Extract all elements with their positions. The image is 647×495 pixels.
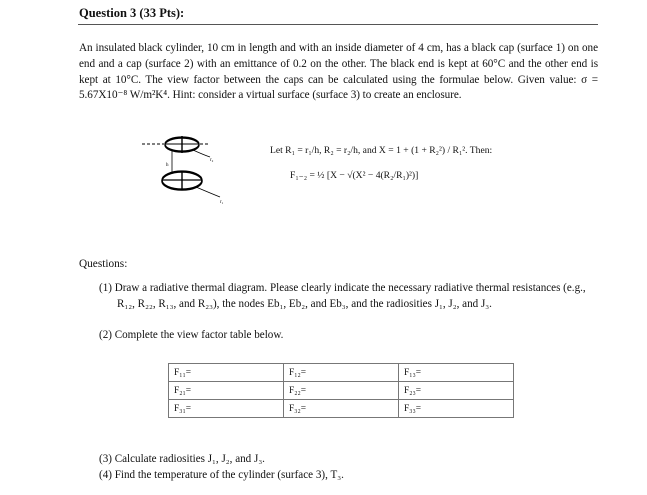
table-row (169, 400, 514, 418)
question-2: (2) Complete the view factor table below. (99, 329, 284, 341)
cylinder-caps-figure (136, 127, 242, 207)
r1-leader (196, 187, 220, 197)
view-factor-table (168, 363, 514, 418)
title-divider (78, 24, 598, 25)
questions-heading: Questions: (79, 258, 128, 270)
question-1-text: (1) Draw a radiative thermal diagram. Please clearly indicate the necessary radiative thermal resistances (e.g., R₁₂, R₂₂, R₁₃, and R₂₃), the nodes Eb₁, Eb₂, and Eb₃, and the radiosities J₁, J₂, and J₃. (99, 282, 586, 310)
table-cell: F₂₃= (399, 382, 514, 400)
table-cell: F₃₁= (169, 400, 284, 418)
problem-statement: An insulated black cylinder, 10 cm in length and with an inside diameter of 4 cm, has a black cap (surface 1) on one end and a cap (surface 2) with an emittance of 0.2 on the other. The black end is kept at 60°C and the other end is kept at 10°C. The view factor between the caps can be calculated using the formulae below. Given value: σ = 5.67X10⁻⁸ W/m²K⁴. Hint: consider a virtual surface (surface 3) to create an enclosure. (79, 42, 598, 102)
question-3: (3) Calculate radiosities J₁, J₂, and J₃. (99, 453, 265, 465)
table-row (169, 382, 514, 400)
table-cell: F₃₂= (284, 400, 399, 418)
question-4: (4) Find the temperature of the cylinder (surface 3), T₃. (99, 469, 344, 481)
formula-definitions: Let R₁ = r₁/h, R₂ = r₂/h, and X = 1 + (1 + R₂²) / R₁². Then: (270, 145, 493, 156)
question-1 (99, 281, 599, 312)
formula-view-factor: F₁₋₂ = ½ [X − √(X² − 4(R₂/R₁)²)] (290, 170, 419, 181)
label-h: h (166, 163, 169, 168)
label-r1: r₁ (220, 200, 224, 205)
table-row (169, 364, 514, 382)
r2-leader (193, 150, 210, 157)
table-cell: F₁₃= (399, 364, 514, 382)
table-cell: F₂₁= (169, 382, 284, 400)
question-title: Question 3 (33 Pts): (79, 6, 185, 20)
table-cell: F₁₂= (284, 364, 399, 382)
table-cell: F₂₂= (284, 382, 399, 400)
table-cell: F₃₃= (399, 400, 514, 418)
table-cell: F₁₁= (169, 364, 284, 382)
label-r2: r₂ (210, 158, 214, 163)
